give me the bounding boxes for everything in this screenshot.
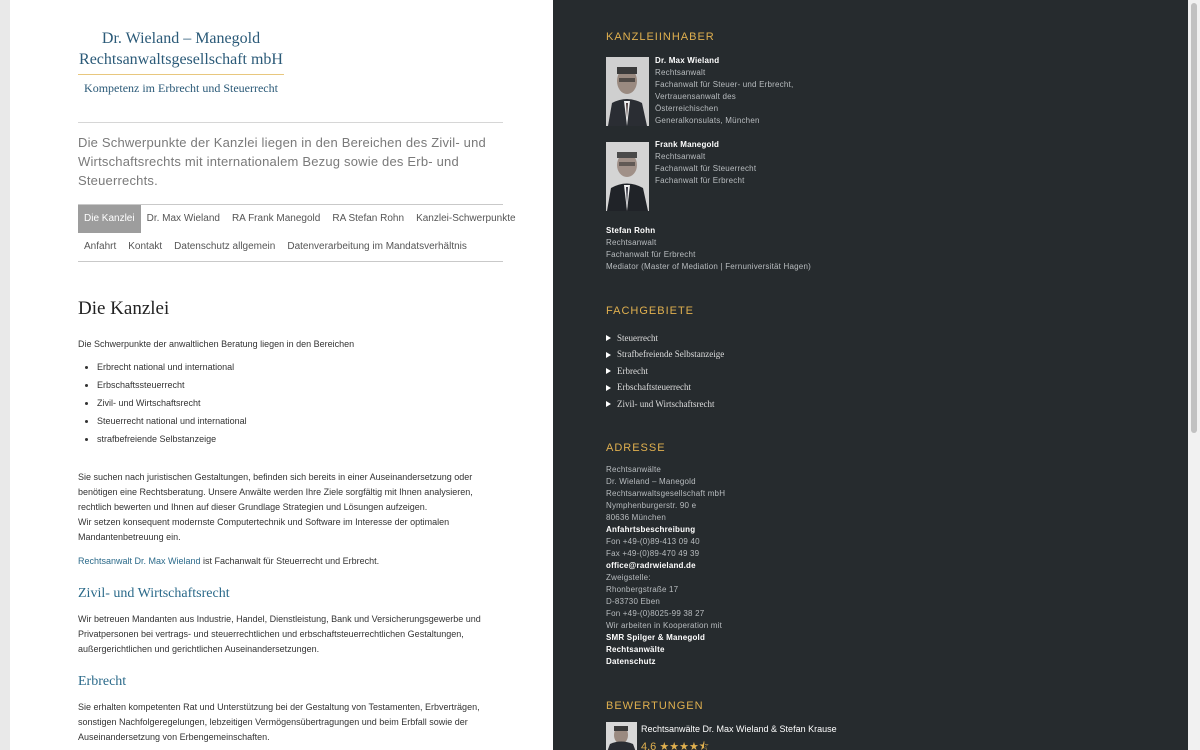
address-line: Rechtsanwälte: [606, 465, 662, 474]
phone: Fon +49-(0)8025-99 38 27: [606, 609, 705, 618]
fachgebiete-heading: FACHGEBIETE: [606, 305, 695, 317]
manegold-line: Rechtsanwalt: [655, 152, 706, 161]
nav-ra-stefan-rohn[interactable]: RA Stefan Rohn: [332, 213, 405, 224]
triangle-right-icon: [606, 352, 611, 358]
rohn-info: [606, 225, 811, 273]
address-line: Rhonbergstraße 17: [606, 585, 679, 594]
manegold-name[interactable]: Frank Manegold: [655, 140, 720, 149]
paragraph-zivil: Wir betreuen Mandanten aus Industrie, Handel, Dienstleistung, Bank und Versicherungsgewerbe und Privatpersonen bei vertrags- und steuerrechtlichen und erbschaftsteuerrechtlichen Gestaltungen, außergerichtlichen und gerichtlichen Auseinandersetzungen.: [78, 614, 481, 654]
paragraph-text: ist Fachanwalt für Steuerrecht und Erbrecht.: [200, 556, 380, 566]
paragraph-erbrecht: Sie erhalten kompetenten Rat und Unterstützung bei der Gestaltung von Testamenten, Erbverträgen, sonstigen Nachfolgeregelungen, lebzeitigen Vermögensübertragungen und beim Erbfall sowie der Auseinandersetzung von Erbengemeinschaften.: [78, 702, 480, 742]
paragraph-text: Wir setzen konsequent modernste Computertechnik und Software im Interesse der optimalen Mandantenbetreuung ein.: [78, 517, 450, 542]
manegold-line: Fachanwalt für Steuerrecht: [655, 164, 757, 173]
intro-text: Die Schwerpunkte der Kanzlei liegen in den Bereichen des Zivil- und Wirtschaftsrechts mit internationalem Bezug sowie des Erb- und Steuerrechts.: [78, 135, 486, 188]
manegold-photo[interactable]: [606, 142, 649, 211]
logo-divider: [78, 74, 284, 75]
wieland-line: Österreichischen: [655, 104, 719, 113]
directions-link[interactable]: Anfahrtsbeschreibung: [606, 525, 696, 534]
main-navigation: [78, 204, 516, 262]
privacy-link[interactable]: Datenschutz: [606, 657, 656, 666]
paragraph-intro: [78, 470, 498, 545]
section-heading-zivil: Zivil- und Wirtschaftsrecht: [78, 586, 230, 601]
address-line: Nymphenburgerstr. 90 e: [606, 501, 697, 510]
manegold-info: [655, 139, 756, 187]
nav-datenverarbeitung[interactable]: Datenverarbeitung im Mandatsverhältnis: [287, 241, 467, 252]
list-item: • strafbefreiende Selbstanzeige: [97, 432, 247, 450]
nav-kanzlei-schwerpunkte[interactable]: Kanzlei-Schwerpunkte: [416, 213, 516, 224]
paragraph-fachanwalt: [78, 554, 498, 569]
nav-dr-max-wieland[interactable]: Dr. Max Wieland: [146, 213, 220, 224]
wieland-info: [655, 55, 793, 127]
list-item: • Erbschaftssteuerrecht: [97, 378, 247, 396]
logo-line-1: Dr. Wieland – Manegold: [101, 30, 261, 47]
wieland-line: Rechtsanwalt: [655, 68, 706, 77]
email-link[interactable]: office@radrwieland.de: [606, 561, 696, 570]
main-content: [10, 0, 553, 750]
wieland-link[interactable]: Rechtsanwalt Dr. Max Wieland: [78, 556, 201, 566]
fachgebiet-link[interactable]: Steuerrecht: [617, 332, 658, 343]
page-title: Die Kanzlei: [78, 298, 170, 319]
fachgebiet-link[interactable]: Strafbefreiende Selbstanzeige: [617, 349, 725, 360]
triangle-right-icon: [606, 385, 611, 391]
fachgebiet-link[interactable]: Erbrecht: [617, 365, 648, 376]
star-rating-icon: ★★★★⯪: [659, 741, 710, 750]
fax: Fax +49-(0)89-470 49 39: [606, 549, 700, 558]
fachgebiete-list: [606, 330, 724, 413]
list-item: • Erbrecht national und international: [97, 360, 247, 378]
triangle-right-icon: [606, 401, 611, 407]
address-line: Rechtsanwaltsgesellschaft mbH: [606, 489, 726, 498]
nav-kontakt[interactable]: Kontakt: [128, 241, 163, 252]
lead-text: Die Schwerpunkte der anwaltlichen Beratung liegen in den Bereichen: [78, 339, 355, 349]
focus-list: [78, 360, 247, 450]
list-item[interactable]: [606, 330, 724, 347]
rating-value: 4.6: [641, 741, 657, 750]
fachgebiet-link[interactable]: Erbschaftsteuerrecht: [617, 382, 691, 393]
nav-anfahrt[interactable]: Anfahrt: [84, 241, 117, 252]
page-scrollbar[interactable]: [1188, 0, 1200, 750]
rohn-line: Fachanwalt für Erbrecht: [606, 250, 696, 259]
logo-tagline: Kompetenz im Erbrecht und Steuerrecht: [84, 81, 278, 95]
list-item[interactable]: [606, 396, 724, 413]
review-title[interactable]: Rechtsanwälte Dr. Max Wieland & Stefan Krause: [641, 724, 837, 734]
address-block: [606, 464, 725, 668]
nav-ra-frank-manegold[interactable]: RA Frank Manegold: [231, 213, 321, 224]
rohn-line: Mediator (Master of Mediation | Fernuniversität Hagen): [606, 262, 811, 271]
sidebar: [553, 0, 1188, 750]
site-logo[interactable]: [78, 28, 284, 96]
coop-label: Wir arbeiten in Kooperation mit: [606, 621, 723, 630]
wieland-photo[interactable]: [606, 57, 649, 126]
header-divider: [78, 122, 503, 123]
wieland-name[interactable]: Dr. Max Wieland: [655, 56, 720, 65]
branch-label: Zweigstelle:: [606, 573, 651, 582]
triangle-right-icon: [606, 335, 611, 341]
nav-die-kanzlei[interactable]: Die Kanzlei: [78, 205, 141, 233]
list-item: • Zivil- und Wirtschaftsrecht: [97, 396, 247, 414]
wieland-line: Generalkonsulats, München: [655, 116, 760, 125]
smr-link-2[interactable]: Rechtsanwälte: [606, 645, 665, 654]
list-item[interactable]: [606, 347, 724, 364]
review-score: [641, 738, 709, 750]
fachgebiet-link[interactable]: Zivil- und Wirtschaftsrecht: [617, 398, 715, 409]
list-item[interactable]: [606, 380, 724, 397]
rohn-name[interactable]: Stefan Rohn: [606, 226, 656, 235]
address-line: 80636 München: [606, 513, 666, 522]
avatar: [606, 722, 637, 750]
smr-link[interactable]: SMR Spilger & Manegold: [606, 633, 706, 642]
nav-datenschutz[interactable]: Datenschutz allgemein: [174, 241, 276, 252]
wieland-line: Fachanwalt für Steuer- und Erbrecht,: [655, 80, 794, 89]
rohn-line: Rechtsanwalt: [606, 238, 657, 247]
owners-heading: KANZLEIINHABER: [606, 31, 715, 43]
scrollbar-thumb[interactable]: [1191, 3, 1197, 433]
reviews-heading: BEWERTUNGEN: [606, 700, 704, 712]
list-item[interactable]: [606, 363, 724, 380]
phone: Fon +49-(0)89-413 09 40: [606, 537, 700, 546]
manegold-line: Fachanwalt für Erbrecht: [655, 176, 745, 185]
address-line: Dr. Wieland – Manegold: [606, 477, 696, 486]
address-line: D-83730 Eben: [606, 597, 660, 606]
paragraph-text: Sie suchen nach juristischen Gestaltungen, befinden sich bereits in einer Auseinandersetzung oder benötigen eine Rechtsberatung. Unsere Anwälte werden Ihre Ziele sorgfältig mit Ihnen analysieren, rechtlich bewerten und Ihnen auf dieser Grundlage Strategien und Lösungen aufzeigen.: [78, 472, 473, 512]
list-item: • Steuerrecht national und international: [97, 414, 247, 432]
wieland-line: Vertrauensanwalt des: [655, 92, 736, 101]
address-heading: ADRESSE: [606, 442, 666, 454]
section-heading-erbrecht: Erbrecht: [78, 674, 127, 689]
triangle-right-icon: [606, 368, 611, 374]
logo-line-2: Rechtsanwaltsgesellschaft mbH: [79, 51, 283, 68]
